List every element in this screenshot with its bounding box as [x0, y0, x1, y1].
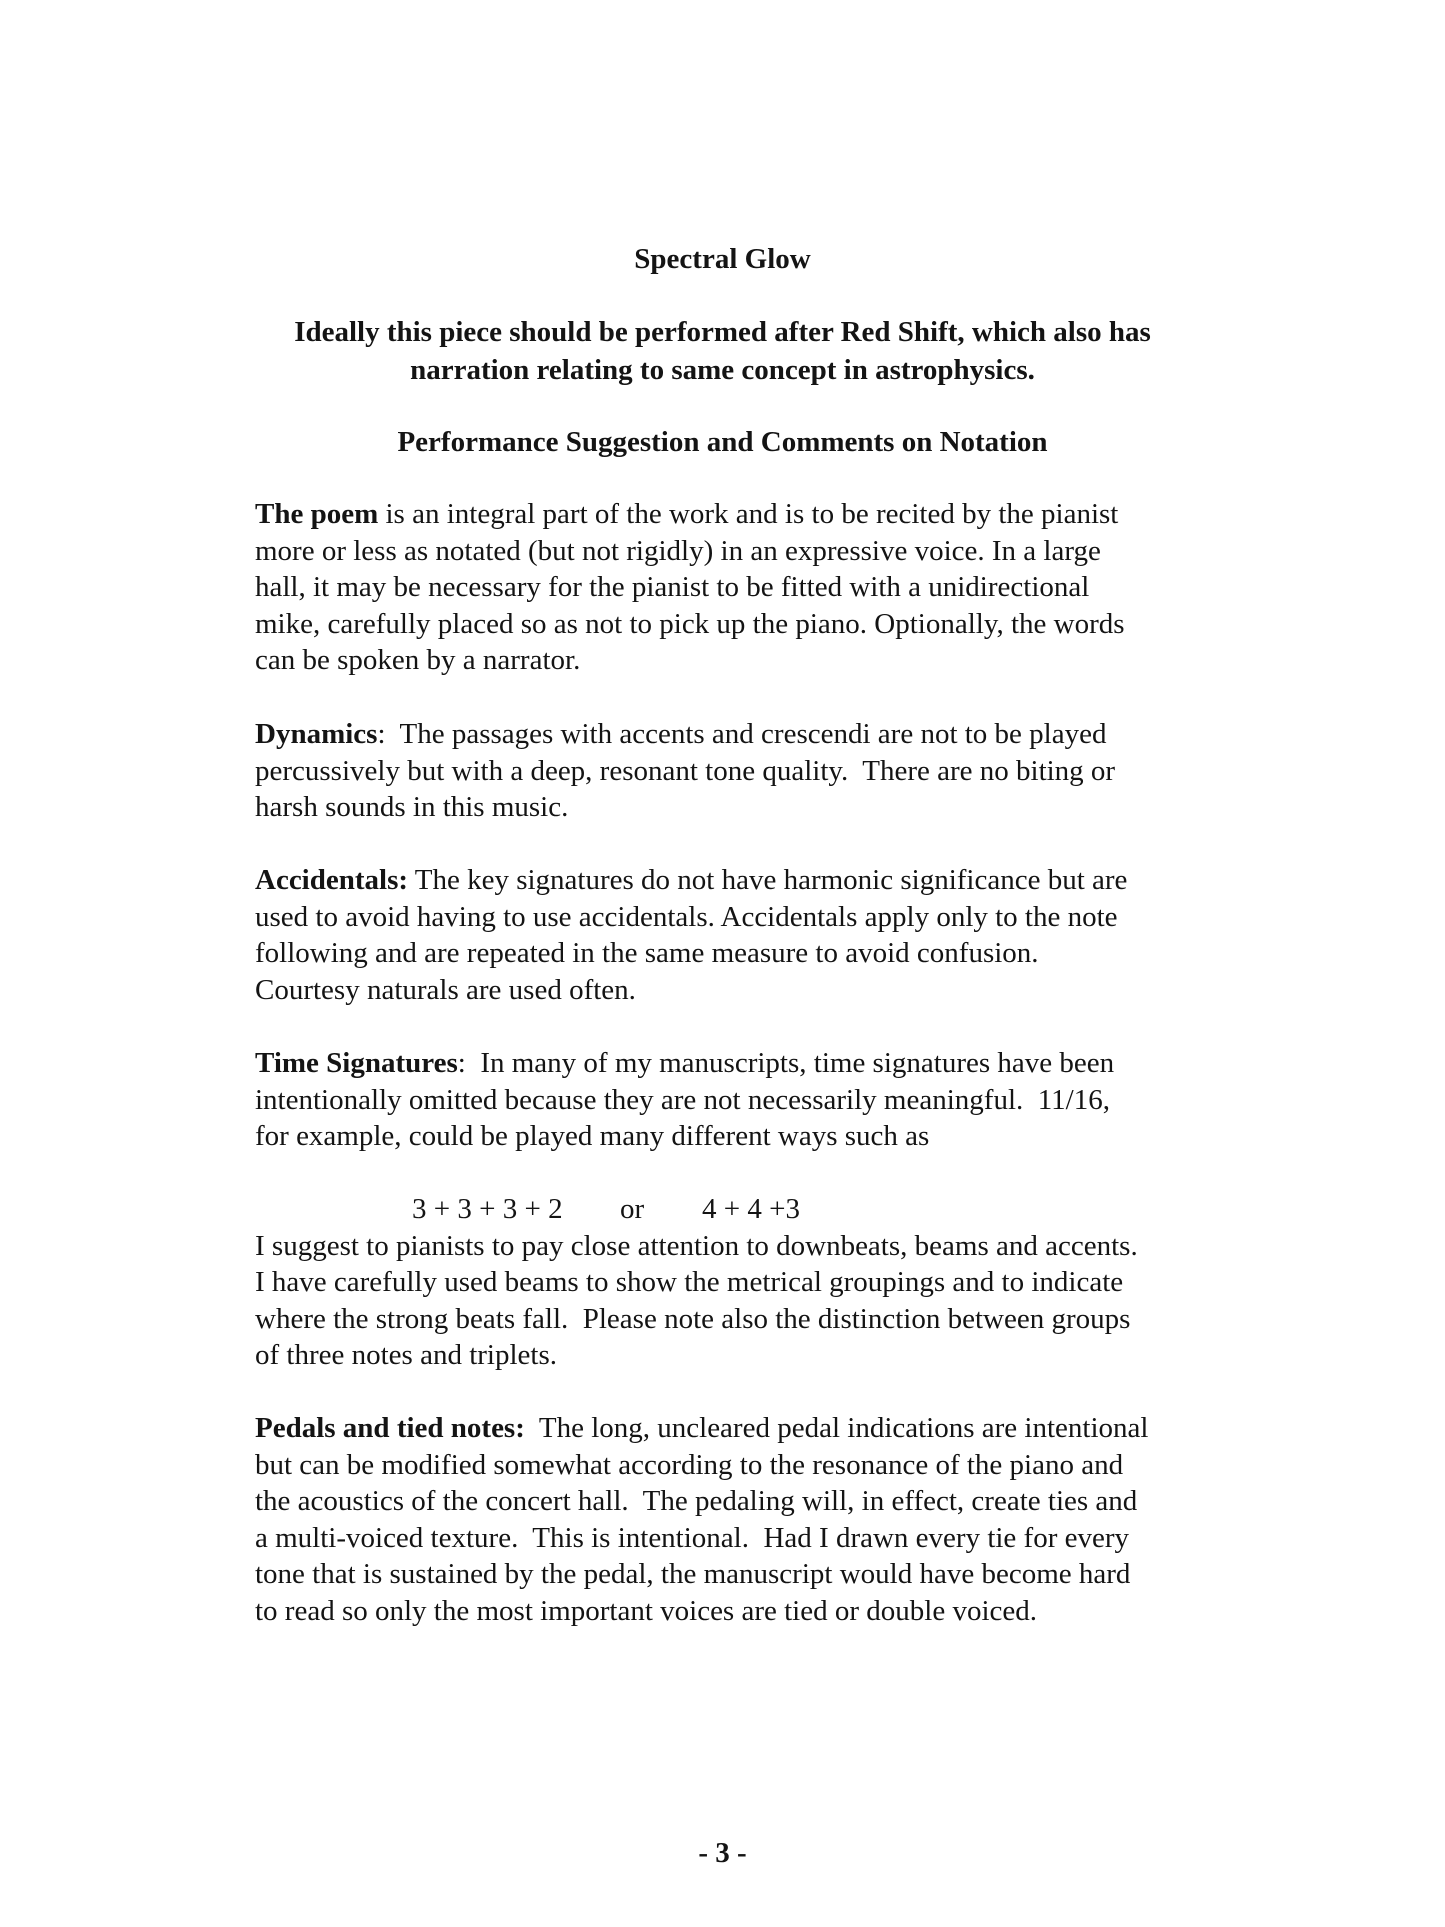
dynamics-paragraph — [255, 716, 1255, 826]
poem-line-3: hall, it may be necessary for the pianist to be fitted with a unidirectional — [255, 571, 1090, 603]
pedals-line-3: the acoustics of the concert hall. The pedaling will, in effect, create ties and — [255, 1485, 1138, 1517]
poem-line-2: more or less as notated (but not rigidly) in an expressive voice. In a large — [255, 534, 1101, 567]
pedals-line-5: tone that is sustained by the pedal, the manuscript would have become hard — [255, 1558, 1131, 1590]
pedals-lead: Pedals and tied notes: — [255, 1412, 525, 1444]
dynamics-line-1-text: : The passages with accents and crescendi are not to be played — [377, 718, 1107, 750]
time-signatures-line-5: I have carefully used beams to show the metrical groupings and to indicate — [255, 1266, 1124, 1298]
accidentals-line-4: Courtesy naturals are used often. — [255, 973, 636, 1006]
page-number: - 3 - — [698, 1837, 747, 1869]
poem-line-5: can be spoken by a narrator. — [255, 644, 581, 676]
accidentals-line-2: used to avoid having to use accidentals. Accidentals apply only to the note — [255, 900, 1118, 933]
pedals-line-4: a multi-voiced texture. This is intentional. Had I drawn every tie for every — [255, 1521, 1130, 1554]
time-signatures-line-1 — [255, 1045, 1255, 1082]
document-title: Spectral Glow — [634, 243, 811, 275]
accidentals-line-1-text: The key signatures do not have harmonic significance but are — [408, 864, 1128, 896]
accidentals-line-1 — [255, 862, 1255, 899]
meter-option-a: 3 + 3 + 3 + 2 — [412, 1193, 563, 1225]
pedals-line-1 — [255, 1410, 1255, 1447]
pedals-line-6: to read so only the most important voices are tied or double voiced. — [255, 1594, 1037, 1627]
pedals-line-2: but can be modified somewhat according to the resonance of the piano and — [255, 1448, 1124, 1481]
poem-line-1-text: is an integral part of the work and is to be recited by the pianist — [378, 498, 1119, 530]
poem-lead: The poem — [255, 498, 379, 530]
time-signatures-spacer — [255, 1155, 1255, 1192]
dynamics-line-1 — [255, 716, 1255, 753]
meter-separator: or — [620, 1193, 645, 1225]
poem-line-4: mike, carefully placed so as not to pick up the piano. Optionally, the words — [255, 607, 1125, 640]
time-signatures-line-1-text: : In many of my manuscripts, time signatures have been — [457, 1047, 1115, 1079]
time-signatures-line-2: intentionally omitted because they are not necessarily meaningful. 11/16, — [255, 1083, 1110, 1116]
accidentals-line-3: following and are repeated in the same measure to avoid confusion. — [255, 937, 1039, 969]
accidentals-paragraph — [255, 862, 1255, 1008]
dynamics-line-3: harsh sounds in this music. — [255, 791, 569, 823]
pedals-paragraph — [255, 1410, 1255, 1629]
time-signatures-lead: Time Signatures — [255, 1047, 458, 1079]
dynamics-lead: Dynamics — [255, 718, 378, 750]
section-heading: Performance Suggestion and Comments on Notation — [397, 426, 1048, 458]
poem-paragraph — [255, 496, 1255, 679]
time-signatures-paragraph — [255, 1045, 1255, 1374]
time-signatures-line-3: for example, could be played many different ways such as — [255, 1120, 930, 1152]
subtitle-line-2: narration relating to same concept in astrophysics. — [410, 354, 1035, 386]
subtitle-line-1: Ideally this piece should be performed after Red Shift, which also has — [294, 316, 1151, 348]
meter-formula — [255, 1191, 1255, 1228]
accidentals-lead: Accidentals: — [255, 864, 409, 896]
pedals-line-1-text: The long, uncleared pedal indications are intentional — [524, 1412, 1149, 1444]
poem-line-1 — [255, 496, 1255, 533]
time-signatures-line-6: where the strong beats fall. Please note also the distinction between groups — [255, 1302, 1131, 1335]
meter-option-b: 4 + 4 +3 — [702, 1193, 800, 1225]
time-signatures-line-7: of three notes and triplets. — [255, 1339, 557, 1371]
dynamics-line-2: percussively but with a deep, resonant tone quality. There are no biting or — [255, 754, 1116, 787]
time-signatures-line-4: I suggest to pianists to pay close attention to downbeats, beams and accents. — [255, 1229, 1138, 1262]
